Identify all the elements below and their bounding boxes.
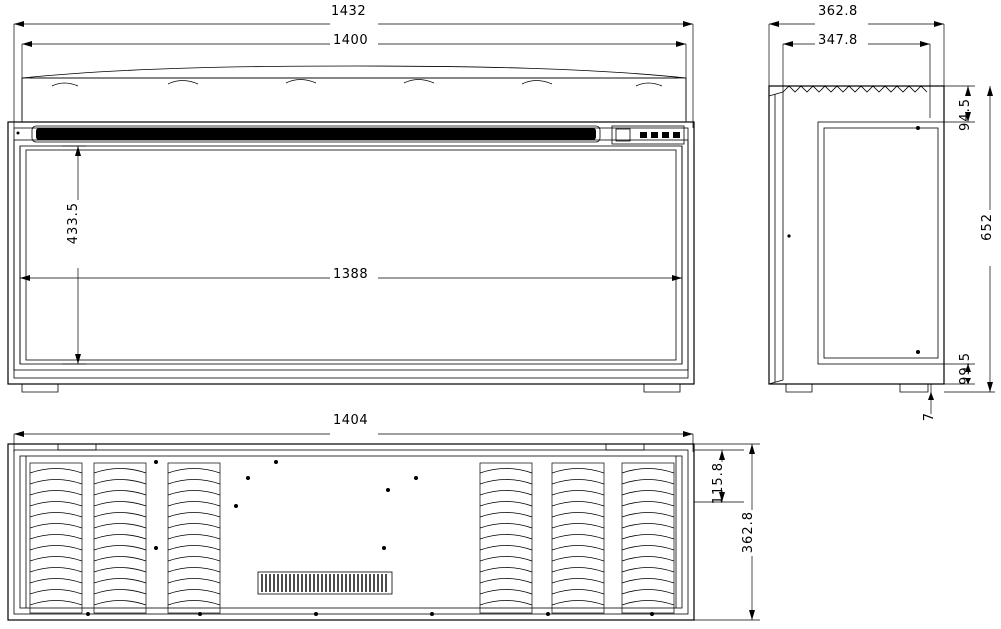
dim-front-inner-width: 1400 — [333, 33, 369, 48]
top-view-geometry — [8, 431, 760, 620]
dim-top-depth: 362.8 — [741, 511, 756, 554]
dim-front-glass-width: 1388 — [333, 267, 369, 282]
dim-side-foot-height: 7 — [922, 412, 937, 422]
dim-side-inner-depth: 347.8 — [818, 33, 858, 48]
dim-side-top-offset: 94.5 — [958, 98, 973, 131]
dim-top-vent-band: 115.8 — [711, 462, 726, 505]
dim-top-width: 1404 — [333, 413, 369, 428]
dim-side-overall-height: 652 — [980, 213, 995, 241]
dim-front-glass-height: 433.5 — [66, 202, 81, 245]
dim-front-overall-width: 1432 — [331, 4, 367, 19]
dim-side-bottom-offset: 99.5 — [958, 352, 973, 385]
dim-side-overall-depth: 362.8 — [818, 4, 858, 19]
front-view-geometry — [8, 21, 694, 392]
